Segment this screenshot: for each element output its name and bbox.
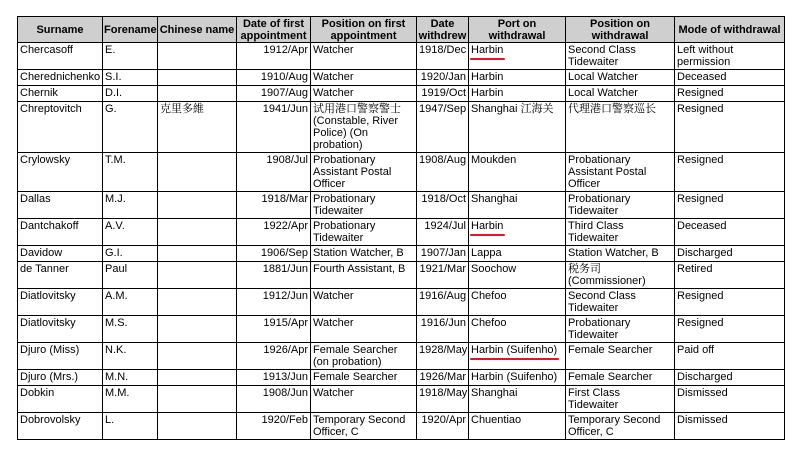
header-mode-of-withdrawal: Mode of withdrawal	[675, 17, 785, 43]
first-appointment-date-cell	[237, 246, 311, 262]
withdrawal-position-cell	[566, 219, 675, 246]
first-appointment-date-cell	[237, 70, 311, 86]
header-date-first-appointment: Date of first appointment	[237, 17, 311, 43]
surname-cell	[18, 316, 103, 343]
mode-text: Resigned	[677, 154, 724, 166]
surname-cell	[18, 86, 103, 102]
withdrew-date-cell	[417, 43, 469, 70]
withdrawal-position-text: 税务司 (Commissioner)	[568, 263, 646, 287]
forename-text: G.	[105, 103, 117, 115]
surname-text: Dallas	[20, 193, 51, 205]
withdrawal-position-cell	[566, 289, 675, 316]
first-position-text: Watcher	[313, 290, 354, 302]
chinese-name-cell	[158, 102, 237, 153]
first-appointment-date-cell	[237, 316, 311, 343]
withdrew-date-text: 1920/Apr	[421, 414, 466, 426]
chinese-name-cell	[158, 192, 237, 219]
chinese-name-cell	[158, 246, 237, 262]
port-cell	[469, 86, 566, 102]
first-appointment-date-text: 1912/Jun	[262, 290, 308, 302]
withdrawal-position-cell	[566, 43, 675, 70]
first-position-text: Watcher	[313, 44, 354, 56]
first-appointment-date-text: 1941/Jun	[262, 103, 308, 115]
first-appointment-date-cell	[237, 43, 311, 70]
first-position-cell	[311, 219, 417, 246]
first-position-cell	[311, 43, 417, 70]
table-row	[18, 43, 785, 70]
surname-cell	[18, 343, 103, 370]
withdrawal-position-cell	[566, 370, 675, 386]
surname-text: Dantchakoff	[20, 220, 79, 232]
withdrew-date-text: 1907/Jan	[420, 247, 466, 259]
forename-cell	[103, 246, 158, 262]
first-appointment-date-text: 1881/Jun	[262, 263, 308, 275]
chinese-name-cell	[158, 343, 237, 370]
first-appointment-date-text: 1918/Mar	[261, 193, 308, 205]
withdrawal-position-text: Local Watcher	[568, 71, 638, 83]
port-cell	[469, 316, 566, 343]
table-row	[18, 246, 785, 262]
forename-text: A.M.	[105, 290, 128, 302]
surname-cell	[18, 70, 103, 86]
mode-cell	[675, 316, 785, 343]
surname-text: Diatlovitsky	[20, 290, 76, 302]
first-position-text: Probationary Assistant Postal Officer	[313, 154, 392, 190]
withdrew-date-text: 1908/Aug	[419, 154, 467, 166]
first-position-cell	[311, 370, 417, 386]
first-position-text: Watcher	[313, 87, 354, 99]
first-appointment-date-cell	[237, 192, 311, 219]
first-appointment-date-text: 1912/Apr	[263, 44, 308, 56]
withdrawal-position-text: Probationary Assistant Postal Officer	[568, 154, 647, 190]
header-position-on-withdrawal: Position on withdrawal	[566, 17, 675, 43]
forename-text: D.I.	[105, 87, 123, 99]
table-row	[18, 343, 785, 370]
port-text-underlined: Harbin (Suifenho)	[471, 344, 558, 356]
first-position-text: Watcher	[313, 71, 354, 83]
surname-cell	[18, 43, 103, 70]
first-appointment-date-cell	[237, 413, 311, 440]
withdrawal-position-text: Second Class Tidewaiter	[568, 290, 636, 314]
mode-text: Resigned	[677, 290, 724, 302]
port-text: Chefoo	[471, 317, 507, 329]
withdrew-date-cell	[417, 153, 469, 192]
mode-cell	[675, 192, 785, 219]
table-row	[18, 370, 785, 386]
first-appointment-date-cell	[237, 262, 311, 289]
port-text: Chefoo	[471, 290, 507, 302]
surname-text: Davidow	[20, 247, 63, 259]
withdrew-date-cell	[417, 86, 469, 102]
forename-text: M.S.	[105, 317, 128, 329]
first-appointment-date-text: 1908/Jun	[262, 387, 308, 399]
chinese-name-cell	[158, 386, 237, 413]
first-position-text: Watcher	[313, 387, 354, 399]
forename-cell	[103, 289, 158, 316]
header-chinese-name: Chinese name	[158, 17, 237, 43]
forename-text: Paul	[105, 263, 128, 275]
withdrew-date-cell	[417, 246, 469, 262]
port-cell	[469, 343, 566, 370]
first-position-cell	[311, 343, 417, 370]
first-position-cell	[311, 153, 417, 192]
first-appointment-date-text: 1910/Aug	[260, 71, 308, 83]
withdrawal-position-text: Probationary Tidewaiter	[568, 317, 631, 341]
surname-text: Dobrovolsky	[20, 414, 81, 426]
forename-cell	[103, 316, 158, 343]
surname-cell	[18, 246, 103, 262]
withdrew-date-cell	[417, 70, 469, 86]
first-position-text: 试用港口警察警士 (Constable, River Police) (On probation)	[313, 103, 401, 151]
first-position-text: Probationary Tidewaiter	[313, 220, 376, 244]
first-appointment-date-text: 1920/Feb	[261, 414, 308, 426]
withdrew-date-text: 1920/Jan	[420, 71, 466, 83]
first-position-cell	[311, 70, 417, 86]
mode-cell	[675, 70, 785, 86]
chinese-name-cell	[158, 219, 237, 246]
withdrawal-position-cell	[566, 413, 675, 440]
header-position-first-appointment: Position on first appointment	[311, 17, 417, 43]
first-appointment-date-cell	[237, 370, 311, 386]
first-appointment-date-cell	[237, 289, 311, 316]
withdrawal-position-cell	[566, 86, 675, 102]
mode-text: Left without permission	[677, 44, 734, 68]
table-row	[18, 192, 785, 219]
withdrawal-position-cell	[566, 153, 675, 192]
mode-cell	[675, 102, 785, 153]
withdrew-date-cell	[417, 413, 469, 440]
port-text-underlined: Harbin (Suifenho)	[471, 371, 558, 383]
withdrawal-position-text: Female Searcher	[568, 371, 653, 383]
forename-cell	[103, 370, 158, 386]
withdrew-date-cell	[417, 102, 469, 153]
withdrawal-position-cell	[566, 102, 675, 153]
withdrawal-position-cell	[566, 70, 675, 86]
forename-cell	[103, 262, 158, 289]
first-position-text: Female Searcher	[313, 371, 398, 383]
first-position-text: Female Searcher (on probation)	[313, 344, 398, 368]
mode-text: Discharged	[677, 371, 733, 383]
mode-text: Dismissed	[677, 414, 728, 426]
table-row	[18, 413, 785, 440]
chinese-name-cell	[158, 370, 237, 386]
withdrew-date-cell	[417, 289, 469, 316]
first-appointment-date-text: 1908/Jul	[266, 154, 308, 166]
withdrew-date-cell	[417, 192, 469, 219]
first-position-text: Fourth Assistant, B	[313, 263, 406, 275]
mode-cell	[675, 43, 785, 70]
first-position-text: Probationary Tidewaiter	[313, 193, 376, 217]
mode-text: Discharged	[677, 247, 733, 259]
surname-text: Chreptovitch	[20, 103, 82, 115]
table-row	[18, 289, 785, 316]
chinese-name-cell	[158, 262, 237, 289]
port-cell	[469, 102, 566, 153]
table-row	[18, 219, 785, 246]
header-forename: Forename	[103, 17, 158, 43]
withdrew-date-text: 1928/May	[419, 344, 468, 356]
table-header-row	[18, 17, 785, 43]
chinese-name-cell	[158, 413, 237, 440]
surname-cell	[18, 262, 103, 289]
withdrawal-position-cell	[566, 343, 675, 370]
surname-cell	[18, 153, 103, 192]
header-date-withdrew: Date withdrew	[417, 17, 469, 43]
forename-cell	[103, 102, 158, 153]
mode-text: Deceased	[677, 71, 727, 83]
first-position-cell	[311, 289, 417, 316]
first-position-cell	[311, 316, 417, 343]
forename-text: M.J.	[105, 193, 126, 205]
first-position-text: Watcher	[313, 317, 354, 329]
mode-cell	[675, 413, 785, 440]
withdrawal-position-text: Third Class Tidewaiter	[568, 220, 624, 244]
port-text: Shanghai	[471, 387, 518, 399]
surname-cell	[18, 370, 103, 386]
surname-text: Diatlovitsky	[20, 317, 76, 329]
first-position-text: Temporary Second Officer, C	[313, 414, 406, 438]
mode-cell	[675, 262, 785, 289]
port-cell	[469, 370, 566, 386]
port-text: Moukden	[471, 154, 517, 166]
forename-text: G.I.	[105, 247, 123, 259]
withdrew-date-text: 1918/Dec	[419, 44, 467, 56]
forename-cell	[103, 192, 158, 219]
withdrawal-position-cell	[566, 386, 675, 413]
withdrawal-position-text: 代理港口警察巡长	[568, 103, 656, 115]
surname-text: Chercasoff	[20, 44, 73, 56]
mode-cell	[675, 153, 785, 192]
withdrew-date-text: 1916/Aug	[419, 290, 467, 302]
first-appointment-date-text: 1913/Jun	[262, 371, 308, 383]
surname-text: Djuro (Miss)	[20, 344, 80, 356]
mode-cell	[675, 370, 785, 386]
withdrawal-position-text: Second Class Tidewaiter	[568, 44, 636, 68]
withdrawal-position-cell	[566, 316, 675, 343]
first-appointment-date-text: 1922/Apr	[263, 220, 308, 232]
first-appointment-date-cell	[237, 102, 311, 153]
surname-cell	[18, 386, 103, 413]
mode-text: Resigned	[677, 103, 724, 115]
forename-text: S.I.	[105, 71, 122, 83]
surname-cell	[18, 413, 103, 440]
mode-text: Resigned	[677, 317, 724, 329]
withdrew-date-text: 1947/Sep	[419, 103, 467, 115]
surname-text: Cherednichenko	[20, 71, 101, 83]
staff-table	[17, 16, 785, 440]
withdrew-date-cell	[417, 219, 469, 246]
first-position-cell	[311, 192, 417, 219]
table-row	[18, 386, 785, 413]
first-appointment-date-cell	[237, 153, 311, 192]
first-appointment-date-cell	[237, 86, 311, 102]
chinese-name-cell	[158, 289, 237, 316]
header-surname: Surname	[18, 17, 103, 43]
withdrawal-position-cell	[566, 262, 675, 289]
withdrew-date-cell	[417, 370, 469, 386]
surname-text: Djuro (Mrs.)	[20, 371, 79, 383]
surname-text: Chernik	[20, 87, 58, 99]
port-cell	[469, 413, 566, 440]
surname-text: Crylowsky	[20, 154, 71, 166]
first-appointment-date-cell	[237, 219, 311, 246]
withdrew-date-cell	[417, 343, 469, 370]
forename-cell	[103, 386, 158, 413]
withdrawal-position-text: Temporary Second Officer, C	[568, 414, 661, 438]
port-text: Soochow	[471, 263, 517, 275]
chinese-name-cell	[158, 316, 237, 343]
forename-cell	[103, 413, 158, 440]
forename-cell	[103, 70, 158, 86]
mode-cell	[675, 219, 785, 246]
withdrawal-position-cell	[566, 192, 675, 219]
port-cell	[469, 386, 566, 413]
forename-text: M.M.	[105, 387, 130, 399]
chinese-name-cell	[158, 86, 237, 102]
header-port-on-withdrawal: Port on withdrawal	[469, 17, 566, 43]
port-cell	[469, 246, 566, 262]
mode-text: Deceased	[677, 220, 727, 232]
forename-cell	[103, 86, 158, 102]
table-row	[18, 316, 785, 343]
mode-text: Paid off	[677, 344, 715, 356]
withdrew-date-text: 1916/Jun	[420, 317, 466, 329]
forename-text: A.V.	[105, 220, 125, 232]
port-text-underlined: Harbin	[471, 71, 504, 83]
port-text-underlined: Harbin	[471, 220, 504, 232]
forename-text: M.N.	[105, 371, 129, 383]
surname-cell	[18, 219, 103, 246]
forename-text: L.	[105, 414, 115, 426]
port-text-underlined: Harbin	[471, 87, 504, 99]
surname-text: de Tanner	[20, 263, 69, 275]
first-appointment-date-cell	[237, 343, 311, 370]
port-text: Chuentiao	[471, 414, 522, 426]
port-cell	[469, 192, 566, 219]
withdrew-date-cell	[417, 386, 469, 413]
mode-cell	[675, 386, 785, 413]
port-cell	[469, 289, 566, 316]
withdrew-date-text: 1921/Mar	[419, 263, 466, 275]
port-text: Shanghai 江海关	[471, 103, 554, 115]
withdrawal-position-text: Probationary Tidewaiter	[568, 193, 631, 217]
first-appointment-date-text: 1906/Sep	[260, 247, 308, 259]
mode-cell	[675, 289, 785, 316]
chinese-name-cell	[158, 43, 237, 70]
first-position-cell	[311, 262, 417, 289]
withdrew-date-text: 1919/Oct	[421, 87, 466, 99]
withdrawal-position-cell	[566, 246, 675, 262]
table-row	[18, 262, 785, 289]
surname-cell	[18, 289, 103, 316]
withdrew-date-cell	[417, 316, 469, 343]
first-appointment-date-text: 1915/Apr	[263, 317, 308, 329]
port-cell	[469, 43, 566, 70]
first-appointment-date-text: 1907/Aug	[260, 87, 308, 99]
table-row	[18, 86, 785, 102]
first-position-cell	[311, 86, 417, 102]
mode-cell	[675, 343, 785, 370]
forename-cell	[103, 219, 158, 246]
mode-text: Resigned	[677, 193, 724, 205]
chinese-name-text: 克里多維	[160, 103, 204, 115]
port-cell	[469, 153, 566, 192]
withdrew-date-text: 1926/Mar	[419, 371, 466, 383]
first-appointment-date-cell	[237, 386, 311, 413]
port-text: Shanghai	[471, 193, 518, 205]
port-text-underlined: Harbin	[471, 44, 504, 56]
surname-cell	[18, 192, 103, 219]
first-position-cell	[311, 102, 417, 153]
port-cell	[469, 262, 566, 289]
mode-text: Retired	[677, 263, 713, 275]
first-position-cell	[311, 413, 417, 440]
port-cell	[469, 219, 566, 246]
withdrawal-position-text: Local Watcher	[568, 87, 638, 99]
chinese-name-cell	[158, 70, 237, 86]
forename-text: E.	[105, 44, 116, 56]
port-cell	[469, 70, 566, 86]
forename-text: N.K.	[105, 344, 127, 356]
withdrew-date-cell	[417, 262, 469, 289]
withdrawal-position-text: Station Watcher, B	[568, 247, 659, 259]
mode-cell	[675, 246, 785, 262]
first-position-cell	[311, 386, 417, 413]
mode-text: Resigned	[677, 87, 724, 99]
table-row	[18, 70, 785, 86]
table-row	[18, 102, 785, 153]
table-row	[18, 153, 785, 192]
surname-cell	[18, 102, 103, 153]
forename-cell	[103, 43, 158, 70]
mode-text: Dismissed	[677, 387, 728, 399]
forename-text: T.M.	[105, 154, 126, 166]
withdrawal-position-text: First Class Tidewaiter	[568, 387, 620, 411]
forename-cell	[103, 153, 158, 192]
first-position-text: Station Watcher, B	[313, 247, 404, 259]
withdrew-date-text: 1918/Oct	[421, 193, 466, 205]
withdrew-date-text: 1918/May	[419, 387, 468, 399]
chinese-name-cell	[158, 153, 237, 192]
first-position-cell	[311, 246, 417, 262]
first-appointment-date-text: 1926/Apr	[263, 344, 308, 356]
mode-cell	[675, 86, 785, 102]
surname-text: Dobkin	[20, 387, 55, 399]
withdrawal-position-text: Female Searcher	[568, 344, 653, 356]
forename-cell	[103, 343, 158, 370]
port-text: Lappa	[471, 247, 502, 259]
withdrew-date-text: 1924/Jul	[424, 220, 466, 232]
